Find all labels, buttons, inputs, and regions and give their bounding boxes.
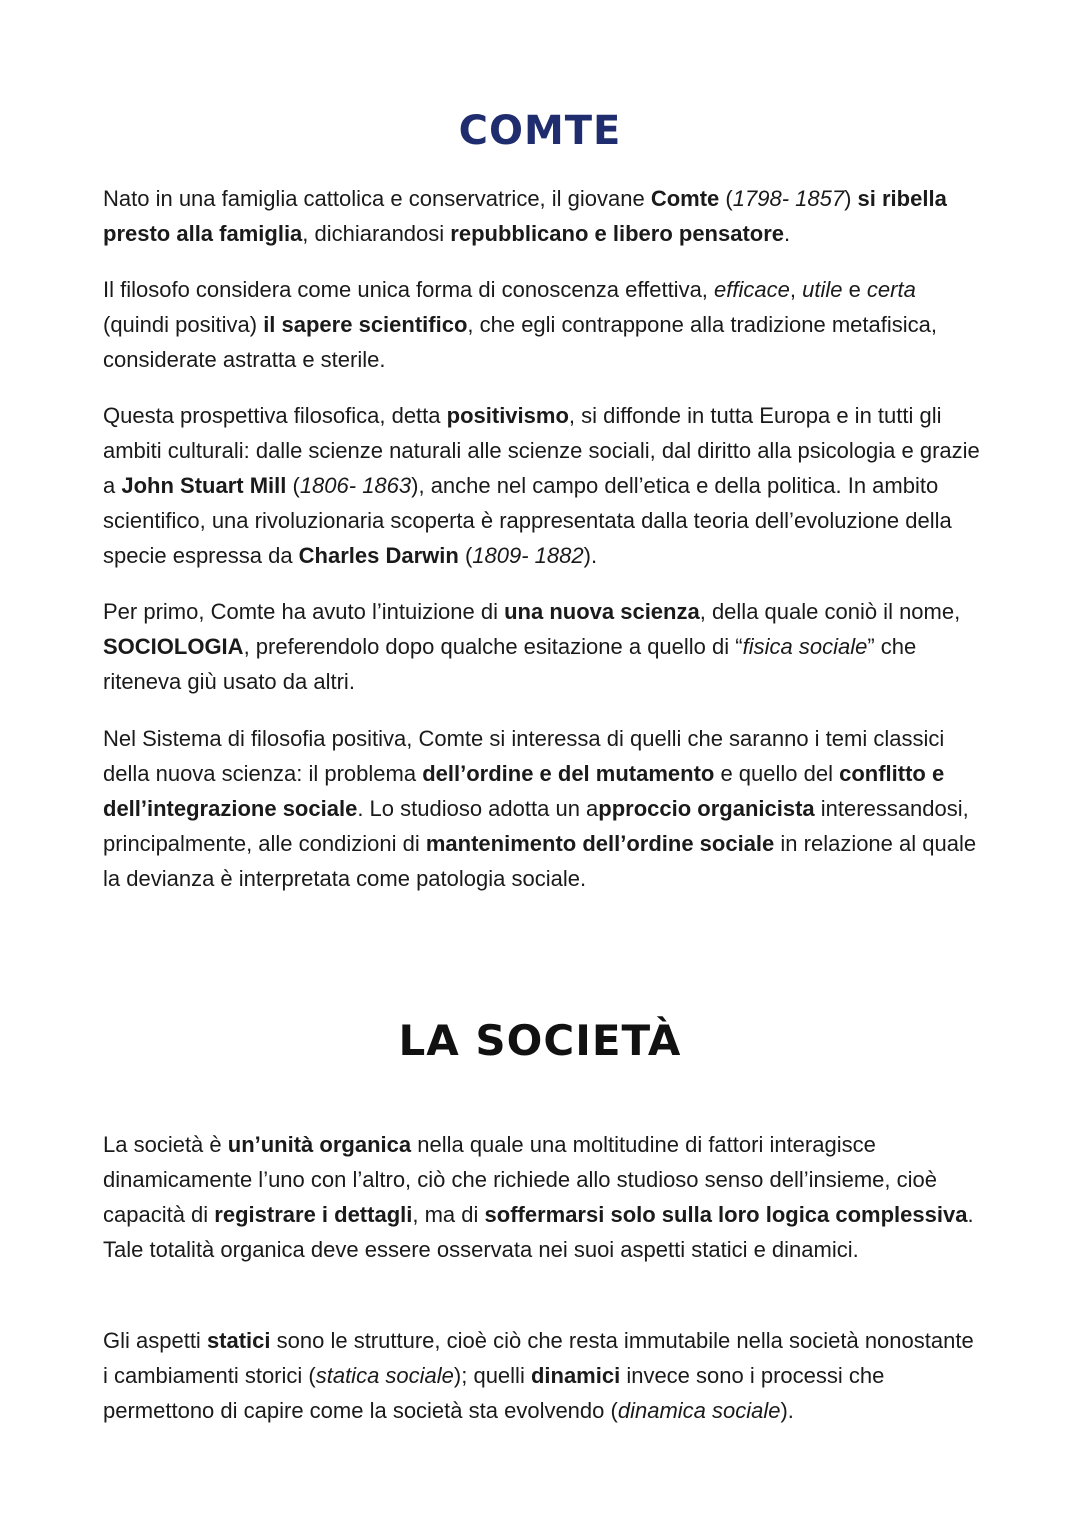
text-run: e: [842, 277, 867, 302]
text-run: , che egli contrappone alla tradizione metafisica, considerate astratta e sterile.: [103, 312, 937, 372]
bold-text: John Stuart Mill: [121, 473, 287, 498]
text-run: ); quelli: [453, 1363, 531, 1388]
italic-text: 1798- 1857: [732, 186, 845, 211]
bold-text: dinamici: [530, 1363, 621, 1388]
text-run: , si diffonde in tutta Europa e in tutti gli ambiti culturali: dalle scienze naturali alle scienze sociali, dal diritto alla psicologia e grazie a: [103, 403, 980, 498]
paragraph-system-positive-philosophy: [103, 721, 983, 896]
text-run: ,: [789, 277, 803, 302]
text-run: Il filosofo considera come unica forma di conoscenza effettiva,: [103, 277, 715, 302]
italic-text: utile: [802, 277, 843, 302]
section-title-la-societa: LA SOCIETÀ: [398, 1016, 682, 1065]
paragraph-positivism: [103, 398, 983, 573]
italic-text: dinamica sociale: [617, 1398, 781, 1423]
text-run: ): [844, 186, 858, 211]
bold-text: dell’ordine e del mutamento: [422, 761, 715, 786]
bold-text: il sapere scientifico: [263, 312, 468, 337]
text-run: ” che riteneva giù usato da altri.: [103, 634, 917, 694]
section-title-comte: COMTE: [458, 108, 622, 154]
bold-text: registrare i dettagli: [214, 1202, 413, 1227]
italic-text: statica sociale: [315, 1363, 454, 1388]
text-run: , della quale coniò il nome,: [699, 599, 961, 624]
text-run: (: [719, 186, 733, 211]
italic-text: fisica sociale: [742, 634, 868, 659]
bold-text: statici: [206, 1328, 271, 1353]
bold-text: positivismo: [446, 403, 569, 428]
bold-text: repubblicano e libero pensatore: [450, 221, 785, 246]
italic-text: 1806- 1863: [299, 473, 412, 498]
bold-text: Charles Darwin: [298, 543, 459, 568]
bold-text: soffermarsi solo sulla loro logica complessiva: [484, 1202, 968, 1227]
text-run: ).: [780, 1398, 794, 1423]
bold-text: pproccio organicista: [598, 796, 815, 821]
bold-text: si ribella presto alla famiglia: [103, 186, 947, 246]
text-run: Nato in una famiglia cattolica e conservatrice, il giovane: [103, 186, 651, 211]
italic-text: efficace: [714, 277, 790, 302]
text-run: (: [458, 543, 473, 568]
text-run: , ma di: [412, 1202, 485, 1227]
text-run: , dichiarandosi: [302, 221, 451, 246]
text-run: (quindi positiva): [103, 312, 264, 337]
text-run: Questa prospettiva filosofica, detta: [103, 403, 447, 428]
text-run: sono le strutture, cioè ciò che resta immutabile nella società nonostante i cambiamenti storici (: [103, 1328, 974, 1388]
italic-text: 1809- 1882: [472, 543, 584, 568]
italic-text: certa: [866, 277, 916, 302]
bold-text: conflitto e dell’integrazione sociale: [103, 761, 945, 821]
bold-text: un’unità organica: [227, 1132, 412, 1157]
text-run: invece sono i processi che permettono di capire come la società sta evolvendo (: [103, 1363, 885, 1423]
text-run: .: [784, 221, 791, 246]
text-run: e quello del: [714, 761, 840, 786]
text-run: (: [286, 473, 300, 498]
paragraph-static-dynamic: [103, 1323, 983, 1428]
text-run: ).: [583, 543, 598, 568]
bold-text: mantenimento dell’ordine sociale: [425, 831, 775, 856]
paragraph-sociology-origin: [103, 594, 983, 699]
text-run: . Tale totalità organica deve essere osservata nei suoi aspetti statici e dinamici.: [103, 1202, 974, 1262]
text-run: Gli aspetti: [103, 1328, 207, 1353]
paragraph-scientific-knowledge: [103, 272, 983, 377]
bold-text: Comte: [650, 186, 720, 211]
text-run: in relazione al quale la devianza è interpretata come patologia sociale.: [103, 831, 977, 891]
text-run: La società è: [103, 1132, 228, 1157]
text-run: . Lo studioso adotta un a: [357, 796, 599, 821]
text-run: Per primo, Comte ha avuto l’intuizione di: [103, 599, 505, 624]
bold-text: una nuova scienza: [504, 599, 700, 624]
text-run: ), anche nel campo dell’etica e della politica. In ambito scientifico, una rivoluzionaria scoperta è rappresentata dalla teoria dell’evoluzione della specie espressa da: [103, 473, 952, 568]
paragraph-organic-unity: [103, 1127, 983, 1267]
bold-text: SOCIOLOGIA: [103, 634, 244, 659]
paragraph-comte-biography: [103, 181, 983, 251]
text-run: Nel Sistema di filosofia positiva, Comte si interessa di quelli che saranno i temi classici della nuova scienza: il problema: [103, 726, 945, 786]
text-run: interessandosi, principalmente, alle condizioni di: [103, 796, 969, 856]
text-run: , preferendolo dopo qualche esitazione a quello di “: [243, 634, 743, 659]
text-run: nella quale una moltitudine di fattori interagisce dinamicamente l’uno con l’altro, ciò che richiede allo studioso senso dell’insieme, cioè capacità di: [103, 1132, 938, 1227]
